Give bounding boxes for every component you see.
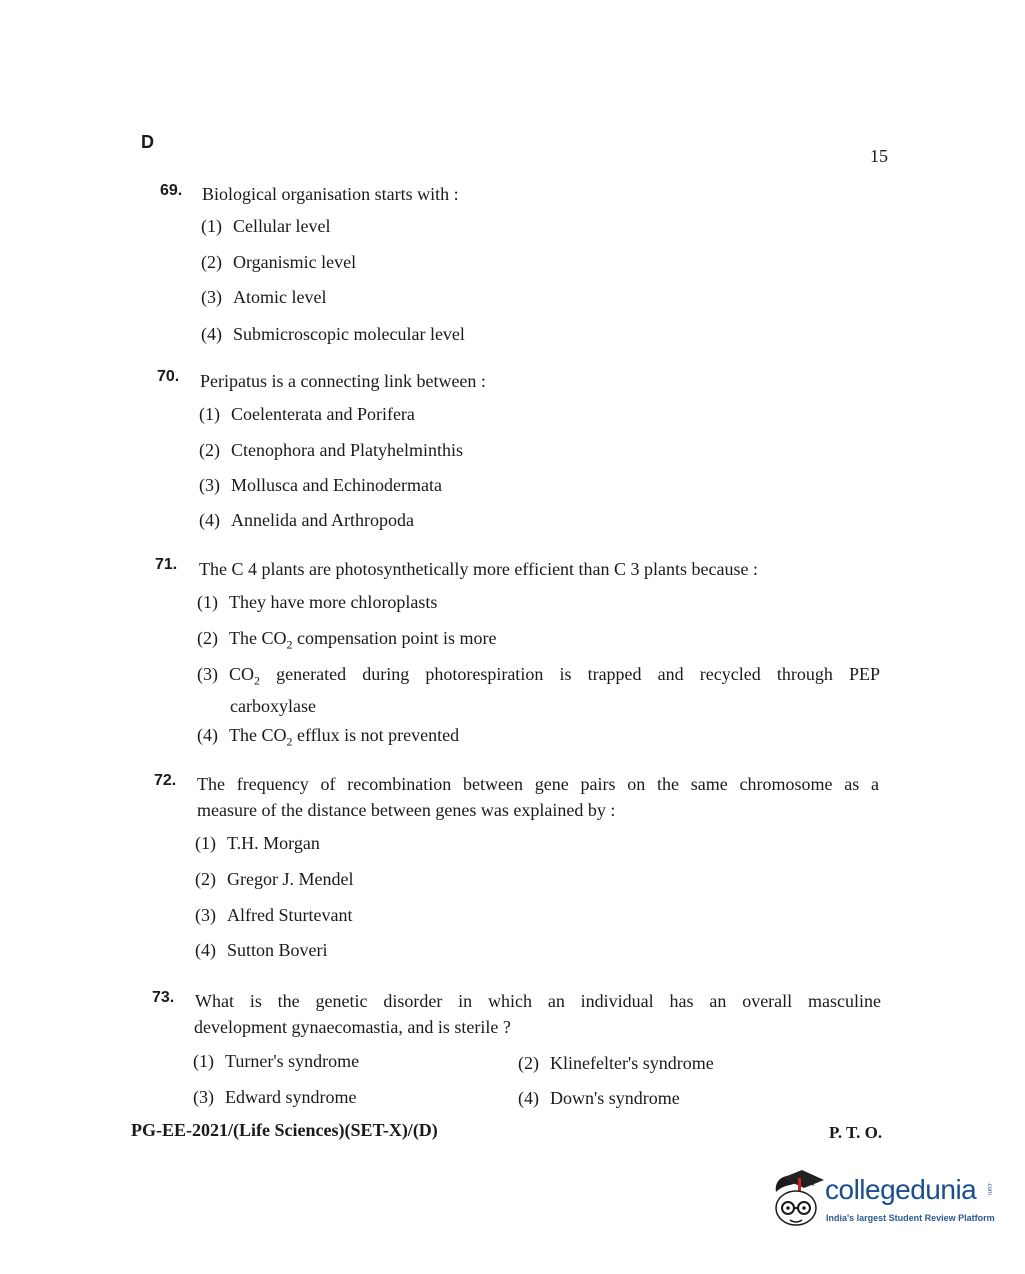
question-text-continued: development gynaecomastia, and is sterile ? [194,1017,511,1037]
option [518,1051,714,1076]
option-number: (1) [197,592,218,612]
option-text: Gregor J. Mendel [227,869,354,889]
option-number: (3) [201,287,222,307]
option-text: Mollusca and Echinodermata [231,475,442,495]
option-text: Klinefelter's syndrome [550,1053,714,1073]
option-number: (4) [518,1088,539,1108]
collegedunia-watermark [768,1168,998,1230]
option-text: $CO_2$ generated during photorespiration is trapped and recycled through PEP [229,664,880,688]
option-text: Edward syndrome [225,1087,357,1107]
option [201,250,356,275]
option [195,831,320,856]
option-text: T.H. Morgan [227,833,320,853]
option-number: (2) [195,869,216,889]
option-text: Coelenterata and Porifera [231,404,415,424]
option-number: (2) [199,440,220,460]
question-text-continued: measure of the distance between genes was explained by : [197,800,616,820]
option-text: Sutton Boveri [227,940,328,960]
question-number: 73. [152,989,175,1006]
option [201,214,330,239]
option-number: (3) [193,1087,214,1107]
option-number: (4) [199,510,220,530]
option-number: (1) [193,1051,214,1071]
option-number: (2) [518,1053,539,1073]
option [201,322,465,347]
brand-name: collegedunia [825,1174,977,1205]
option [199,438,463,463]
option-text: Annelida and Arthropoda [231,510,414,530]
question-number: 71. [155,556,178,573]
option-number: (4) [197,725,218,745]
question-number: 69. [160,182,183,199]
question-text: Peripatus is a connecting link between : [200,371,486,391]
option [197,590,437,615]
subscript: 2 [286,734,293,749]
option-number: (4) [201,324,222,344]
question-text: The C 4 plants are photosynthetically more efficient than C 3 plants because : [199,559,759,579]
option [197,662,880,719]
option-text: Atomic level [233,287,327,307]
option-number: (2) [197,628,218,648]
option-number: (1) [201,216,222,236]
option [193,1085,356,1110]
option-text: Ctenophora and Platyhelminthis [231,440,463,460]
question-number: 70. [157,368,180,385]
mascot-icon [768,1168,826,1230]
exam-code: PG-EE-2021/(Life Sciences)(SET-X)/(D) [131,1120,438,1140]
pto-label: P. T. O. [829,1123,883,1142]
option [199,473,442,498]
brand-domain: .com [986,1182,992,1196]
brand-tagline: India's largest Student Review Platform [826,1213,995,1223]
option-number: (3) [195,905,216,925]
option [201,285,326,310]
option-text: Down's syndrome [550,1088,680,1108]
option-text: Cellular level [233,216,331,236]
subscript: 2 [286,637,293,652]
question-text: The frequency of recombination between gene pairs on the same chromosome as a [197,774,879,794]
option-text-continued: carboxylase [230,695,316,716]
option [518,1086,680,1111]
option-number: (1) [199,404,220,424]
option-number: (1) [195,833,216,853]
option-number: (3) [199,475,220,495]
question-text: What is the genetic disorder in which an individual has an overall masculine [195,991,881,1011]
question-number: 72. [154,772,177,789]
option-text: The $CO_2$ compensation point is more [229,628,497,652]
option [195,867,353,892]
option-number: (3) [197,664,218,684]
option-number: (4) [195,940,216,960]
option [197,626,496,658]
option-text: They have more chloroplasts [229,592,438,612]
question-text: Biological organisation starts with : [202,184,459,204]
option [195,938,328,963]
option [199,508,414,533]
option-text: Turner's syndrome [225,1051,360,1071]
option-text: Organismic level [233,252,357,272]
option-text: Submicroscopic molecular level [233,324,465,344]
set-letter: D [141,132,154,152]
option-text: The $CO_2$ efflux is not prevented [229,725,460,749]
option [193,1049,359,1074]
option-number: (2) [201,252,222,272]
option-text: Alfred Sturtevant [227,905,353,925]
option [195,903,352,928]
option [199,402,415,427]
page-number: 15 [870,146,888,166]
subscript: 2 [254,673,261,688]
option [197,723,459,755]
